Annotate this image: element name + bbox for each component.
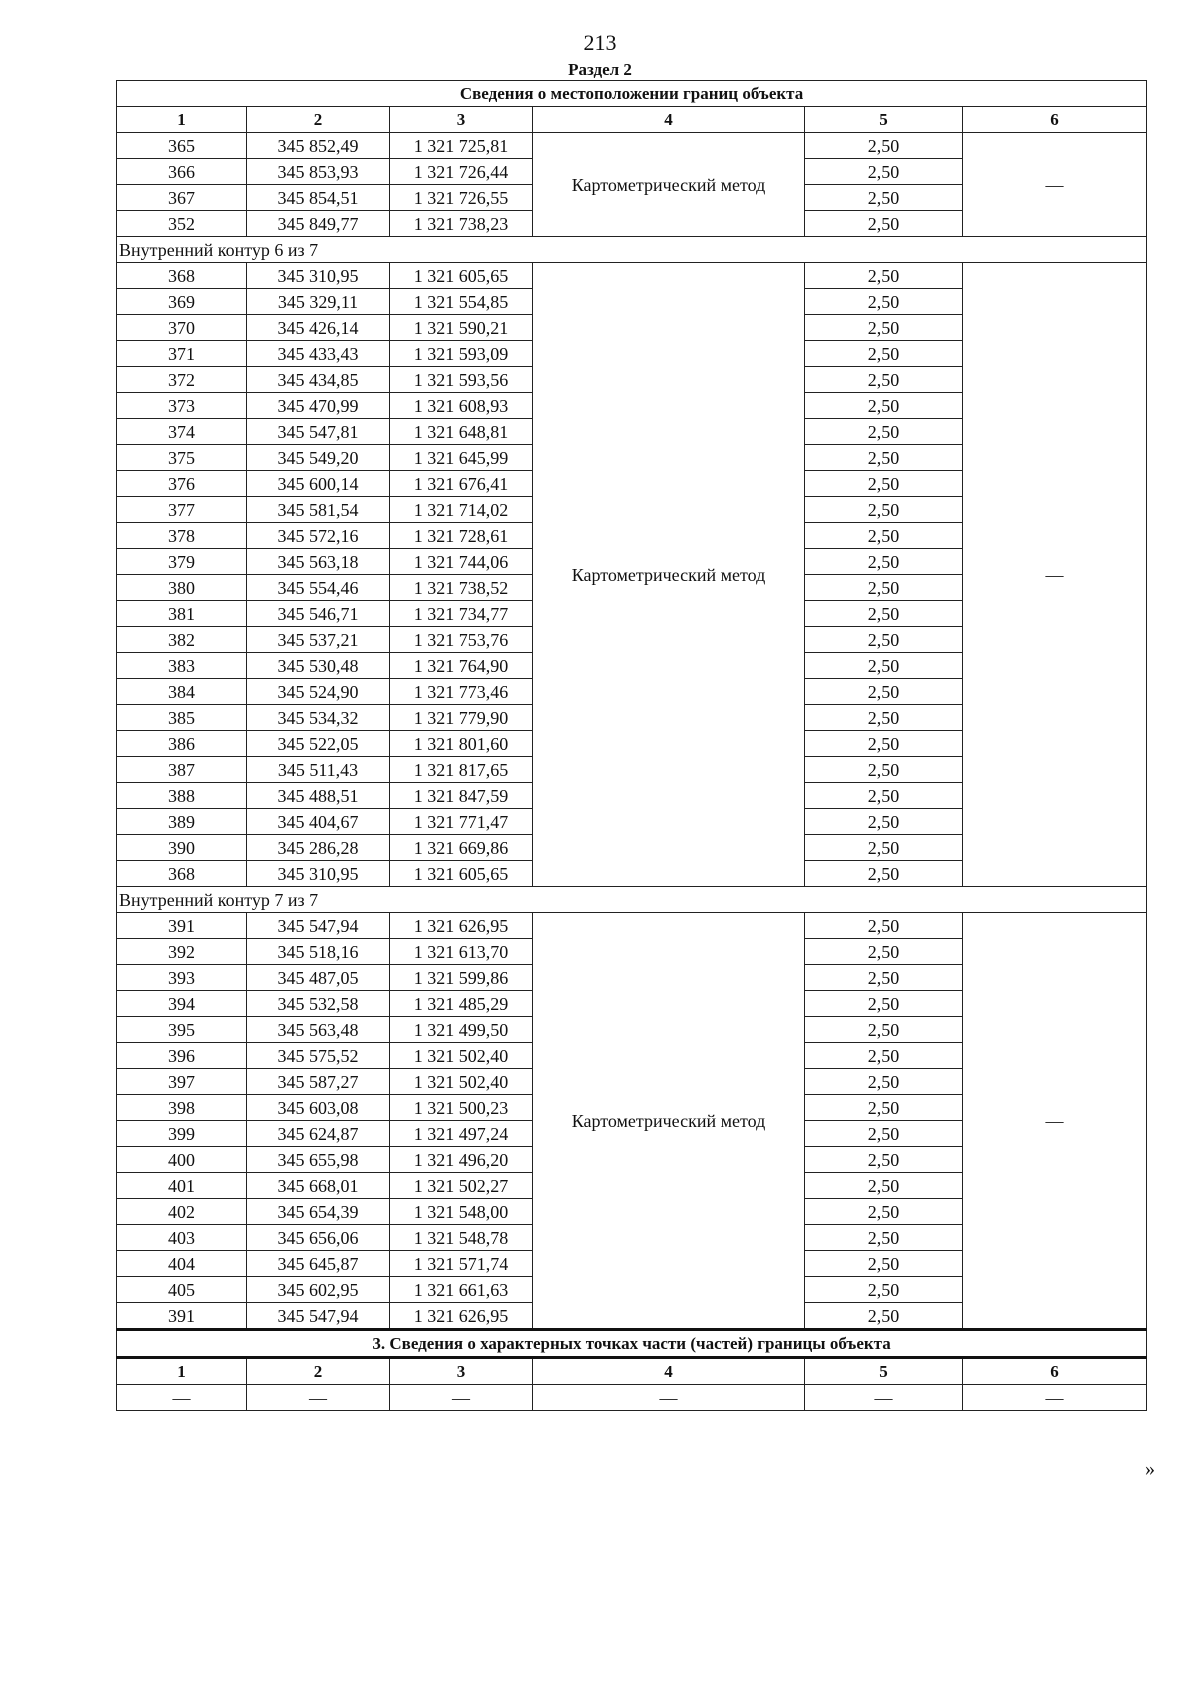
coord-x: 345 522,05: [247, 731, 390, 757]
coord-y: 1 321 738,52: [390, 575, 533, 601]
coord-y: 1 321 613,70: [390, 939, 533, 965]
point-number: 394: [117, 991, 247, 1017]
coord-x: 345 524,90: [247, 679, 390, 705]
precision: 2,50: [805, 263, 963, 289]
precision: 2,50: [805, 861, 963, 887]
coord-y: 1 321 661,63: [390, 1277, 533, 1303]
parts-cell: —: [390, 1385, 533, 1411]
coord-y: 1 321 725,81: [390, 133, 533, 159]
coord-x: 345 537,21: [247, 627, 390, 653]
precision: 2,50: [805, 653, 963, 679]
point-number: 402: [117, 1199, 247, 1225]
page-number: 213: [583, 30, 617, 55]
closing-quote: »: [1145, 1458, 1155, 1480]
precision: 2,50: [805, 1017, 963, 1043]
point-number: 378: [117, 523, 247, 549]
precision: 2,50: [805, 965, 963, 991]
coord-x: 345 329,11: [247, 289, 390, 315]
column-number: 6: [963, 1358, 1147, 1385]
parts-cell: —: [117, 1385, 247, 1411]
coord-x: 345 854,51: [247, 185, 390, 211]
coord-y: 1 321 801,60: [390, 731, 533, 757]
table-title: Сведения о местоположении границ объекта: [117, 81, 1147, 107]
column-number: 4: [533, 107, 805, 133]
point-number: 398: [117, 1095, 247, 1121]
precision: 2,50: [805, 1303, 963, 1330]
point-number: 367: [117, 185, 247, 211]
coord-x: 345 563,48: [247, 1017, 390, 1043]
coord-y: 1 321 605,65: [390, 861, 533, 887]
point-number: 389: [117, 809, 247, 835]
point-number: 377: [117, 497, 247, 523]
coord-x: 345 600,14: [247, 471, 390, 497]
point-number: 405: [117, 1277, 247, 1303]
coord-x: 345 563,18: [247, 549, 390, 575]
coord-x: 345 668,01: [247, 1173, 390, 1199]
table-row: [117, 913, 1147, 939]
parts-cell: —: [247, 1385, 390, 1411]
point-number: 365: [117, 133, 247, 159]
coord-y: 1 321 608,93: [390, 393, 533, 419]
coord-y: 1 321 645,99: [390, 445, 533, 471]
coord-y: 1 321 502,40: [390, 1043, 533, 1069]
coord-y: 1 321 817,65: [390, 757, 533, 783]
contour-label: Внутренний контур 6 из 7: [117, 237, 1147, 263]
precision: 2,50: [805, 211, 963, 237]
column-number-row: [117, 107, 1147, 133]
description-cell: —: [963, 913, 1147, 1330]
coord-x: 345 554,46: [247, 575, 390, 601]
point-number: 397: [117, 1069, 247, 1095]
point-number: 384: [117, 679, 247, 705]
column-number: 6: [963, 107, 1147, 133]
precision: 2,50: [805, 601, 963, 627]
column-number: 3: [390, 107, 533, 133]
coord-y: 1 321 726,55: [390, 185, 533, 211]
coord-y: 1 321 648,81: [390, 419, 533, 445]
table-title-row: [117, 81, 1147, 107]
coord-x: 345 470,99: [247, 393, 390, 419]
precision: 2,50: [805, 1095, 963, 1121]
point-number: 386: [117, 731, 247, 757]
method-cell: Картометрический метод: [533, 133, 805, 237]
point-number: 375: [117, 445, 247, 471]
coord-x: 345 656,06: [247, 1225, 390, 1251]
point-number: 374: [117, 419, 247, 445]
coord-x: 345 603,08: [247, 1095, 390, 1121]
coord-x: 345 587,27: [247, 1069, 390, 1095]
parts-cell: —: [533, 1385, 805, 1411]
point-number: 391: [117, 913, 247, 939]
coord-x: 345 530,48: [247, 653, 390, 679]
coord-x: 345 655,98: [247, 1147, 390, 1173]
coord-y: 1 321 485,29: [390, 991, 533, 1017]
point-number: 373: [117, 393, 247, 419]
coord-y: 1 321 771,47: [390, 809, 533, 835]
precision: 2,50: [805, 783, 963, 809]
precision: 2,50: [805, 575, 963, 601]
point-number: 376: [117, 471, 247, 497]
coord-x: 345 645,87: [247, 1251, 390, 1277]
coord-y: 1 321 626,95: [390, 913, 533, 939]
coord-x: 345 534,32: [247, 705, 390, 731]
parts-title-row: [117, 1330, 1147, 1358]
column-number: 4: [533, 1358, 805, 1385]
coord-y: 1 321 554,85: [390, 289, 533, 315]
coord-x: 345 549,20: [247, 445, 390, 471]
point-number: 385: [117, 705, 247, 731]
parts-cell: —: [963, 1385, 1147, 1411]
coord-y: 1 321 502,40: [390, 1069, 533, 1095]
precision: 2,50: [805, 1147, 963, 1173]
point-number: 392: [117, 939, 247, 965]
column-number: 3: [390, 1358, 533, 1385]
precision: 2,50: [805, 419, 963, 445]
coord-y: 1 321 590,21: [390, 315, 533, 341]
coord-x: 345 488,51: [247, 783, 390, 809]
method-cell: Картометрический метод: [533, 913, 805, 1330]
coord-y: 1 321 497,24: [390, 1121, 533, 1147]
precision: 2,50: [805, 393, 963, 419]
precision: 2,50: [805, 913, 963, 939]
coord-y: 1 321 669,86: [390, 835, 533, 861]
point-number: 396: [117, 1043, 247, 1069]
coord-x: 345 433,43: [247, 341, 390, 367]
coord-y: 1 321 847,59: [390, 783, 533, 809]
coord-x: 345 849,77: [247, 211, 390, 237]
point-number: 401: [117, 1173, 247, 1199]
precision: 2,50: [805, 341, 963, 367]
section-title: Раздел 2: [568, 60, 632, 79]
point-number: 381: [117, 601, 247, 627]
coord-y: 1 321 500,23: [390, 1095, 533, 1121]
coord-y: 1 321 773,46: [390, 679, 533, 705]
parts-title: 3. Сведения о характерных точках части (частей) границы объекта: [117, 1330, 1147, 1358]
coord-x: 345 547,94: [247, 913, 390, 939]
point-number: 390: [117, 835, 247, 861]
point-number: 400: [117, 1147, 247, 1173]
precision: 2,50: [805, 991, 963, 1017]
precision: 2,50: [805, 523, 963, 549]
coord-x: 345 572,16: [247, 523, 390, 549]
column-number: 1: [117, 107, 247, 133]
coord-y: 1 321 626,95: [390, 1303, 533, 1330]
point-number: 372: [117, 367, 247, 393]
precision: 2,50: [805, 757, 963, 783]
column-number: 5: [805, 107, 963, 133]
coord-y: 1 321 744,06: [390, 549, 533, 575]
coord-y: 1 321 599,86: [390, 965, 533, 991]
precision: 2,50: [805, 1069, 963, 1095]
parts-row: [117, 1385, 1147, 1411]
point-number: 371: [117, 341, 247, 367]
parts-cell: —: [805, 1385, 963, 1411]
coord-x: 345 654,39: [247, 1199, 390, 1225]
precision: 2,50: [805, 1225, 963, 1251]
point-number: 391: [117, 1303, 247, 1330]
precision: 2,50: [805, 809, 963, 835]
description-cell: —: [963, 263, 1147, 887]
coord-y: 1 321 548,78: [390, 1225, 533, 1251]
coord-y: 1 321 548,00: [390, 1199, 533, 1225]
point-number: 379: [117, 549, 247, 575]
point-number: 366: [117, 159, 247, 185]
precision: 2,50: [805, 159, 963, 185]
coord-x: 345 532,58: [247, 991, 390, 1017]
point-number: 383: [117, 653, 247, 679]
precision: 2,50: [805, 1277, 963, 1303]
boundary-table: [116, 80, 1147, 1411]
coord-x: 345 286,28: [247, 835, 390, 861]
coord-x: 345 853,93: [247, 159, 390, 185]
coord-y: 1 321 499,50: [390, 1017, 533, 1043]
coord-y: 1 321 764,90: [390, 653, 533, 679]
point-number: 399: [117, 1121, 247, 1147]
coord-x: 345 518,16: [247, 939, 390, 965]
column-number: 1: [117, 1358, 247, 1385]
coord-x: 345 852,49: [247, 133, 390, 159]
precision: 2,50: [805, 1043, 963, 1069]
coord-y: 1 321 714,02: [390, 497, 533, 523]
precision: 2,50: [805, 679, 963, 705]
coord-y: 1 321 502,27: [390, 1173, 533, 1199]
precision: 2,50: [805, 185, 963, 211]
contour-row: [117, 237, 1147, 263]
coord-x: 345 624,87: [247, 1121, 390, 1147]
coord-y: 1 321 593,09: [390, 341, 533, 367]
precision: 2,50: [805, 627, 963, 653]
coord-x: 345 434,85: [247, 367, 390, 393]
precision: 2,50: [805, 705, 963, 731]
method-cell: Картометрический метод: [533, 263, 805, 887]
point-number: 382: [117, 627, 247, 653]
point-number: 388: [117, 783, 247, 809]
coord-x: 345 547,81: [247, 419, 390, 445]
coord-y: 1 321 496,20: [390, 1147, 533, 1173]
point-number: 403: [117, 1225, 247, 1251]
coord-y: 1 321 593,56: [390, 367, 533, 393]
precision: 2,50: [805, 133, 963, 159]
parts-column-number-row: [117, 1358, 1147, 1385]
precision: 2,50: [805, 731, 963, 757]
precision: 2,50: [805, 445, 963, 471]
precision: 2,50: [805, 497, 963, 523]
point-number: 393: [117, 965, 247, 991]
coord-x: 345 310,95: [247, 263, 390, 289]
point-number: 368: [117, 861, 247, 887]
contour-row: [117, 887, 1147, 913]
coord-y: 1 321 571,74: [390, 1251, 533, 1277]
precision: 2,50: [805, 1199, 963, 1225]
coord-x: 345 511,43: [247, 757, 390, 783]
coord-x: 345 404,67: [247, 809, 390, 835]
point-number: 368: [117, 263, 247, 289]
point-number: 370: [117, 315, 247, 341]
column-number: 2: [247, 1358, 390, 1385]
coord-x: 345 310,95: [247, 861, 390, 887]
point-number: 387: [117, 757, 247, 783]
precision: 2,50: [805, 939, 963, 965]
coord-y: 1 321 726,44: [390, 159, 533, 185]
point-number: 380: [117, 575, 247, 601]
coord-y: 1 321 779,90: [390, 705, 533, 731]
point-number: 369: [117, 289, 247, 315]
coord-y: 1 321 738,23: [390, 211, 533, 237]
precision: 2,50: [805, 1173, 963, 1199]
coord-y: 1 321 753,76: [390, 627, 533, 653]
coord-x: 345 575,52: [247, 1043, 390, 1069]
column-number: 2: [247, 107, 390, 133]
coord-y: 1 321 734,77: [390, 601, 533, 627]
precision: 2,50: [805, 289, 963, 315]
precision: 2,50: [805, 367, 963, 393]
contour-label: Внутренний контур 7 из 7: [117, 887, 1147, 913]
table-row: [117, 133, 1147, 159]
precision: 2,50: [805, 315, 963, 341]
point-number: 395: [117, 1017, 247, 1043]
coord-x: 345 547,94: [247, 1303, 390, 1330]
coord-x: 345 426,14: [247, 315, 390, 341]
precision: 2,50: [805, 549, 963, 575]
point-number: 352: [117, 211, 247, 237]
coord-x: 345 602,95: [247, 1277, 390, 1303]
precision: 2,50: [805, 835, 963, 861]
precision: 2,50: [805, 471, 963, 497]
point-number: 404: [117, 1251, 247, 1277]
precision: 2,50: [805, 1121, 963, 1147]
coord-x: 345 546,71: [247, 601, 390, 627]
coord-x: 345 581,54: [247, 497, 390, 523]
precision: 2,50: [805, 1251, 963, 1277]
description-cell: —: [963, 133, 1147, 237]
coord-y: 1 321 728,61: [390, 523, 533, 549]
column-number: 5: [805, 1358, 963, 1385]
coord-y: 1 321 605,65: [390, 263, 533, 289]
coord-x: 345 487,05: [247, 965, 390, 991]
coord-y: 1 321 676,41: [390, 471, 533, 497]
table-row: [117, 263, 1147, 289]
